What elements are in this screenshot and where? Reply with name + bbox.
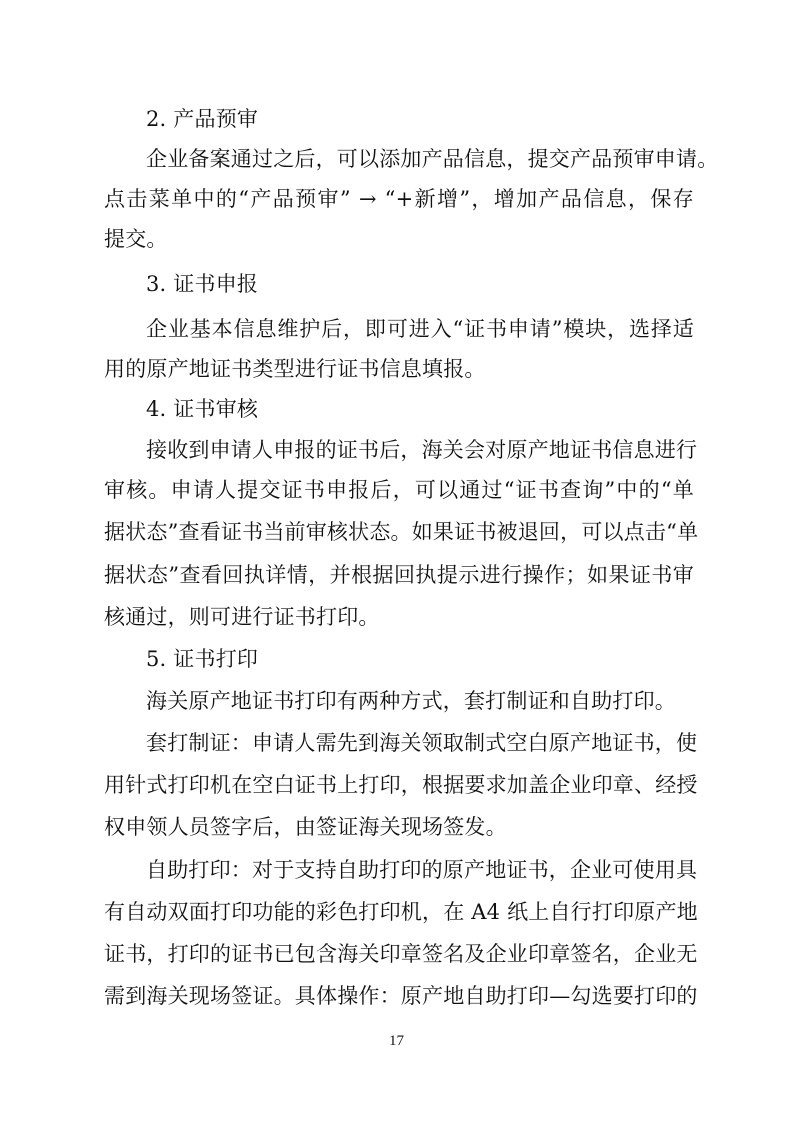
paragraph-line: 提交。	[104, 227, 168, 251]
paragraph-line: 点击菜单中的“产品预审” → “+新增”，增加产品信息，保存	[104, 187, 694, 211]
section-heading-certificate-printing: 5. 证书打印	[146, 647, 259, 671]
paragraph-line: 核通过，则可进行证书打印。	[104, 605, 380, 629]
paragraph-line: 用针式打印机在空白证书上打印，根据要求加盖企业印章、经授	[104, 773, 698, 797]
paragraph-line: 套打制证：申请人需先到海关领取制式空白原产地证书，使	[146, 731, 698, 755]
paragraph-line: 需到海关现场签证。具体操作：原产地自助打印—勾选要打印的	[104, 984, 698, 1008]
paragraph-line: 接收到申请人申报的证书后，海关会对原产地证书信息进行	[146, 438, 698, 462]
paragraph-line: 自助打印：对于支持自助打印的原产地证书，企业可使用具	[146, 858, 698, 882]
paragraph-line: 有自动双面打印功能的彩色打印机，在 A4 纸上自行打印原产地	[104, 900, 698, 924]
paragraph-line: 权申领人员签字后，由签证海关现场签发。	[104, 815, 507, 839]
paragraph-line: 据状态”查看证书当前审核状态。如果证书被退回，可以点击“单	[104, 520, 699, 544]
paragraph-line: 审核。申请人提交证书申报后，可以通过“证书查询”中的“单	[104, 478, 694, 502]
paragraph-line: 据状态”查看回执详情，并根据回执提示进行操作；如果证书审	[104, 563, 694, 587]
paragraph-line: 企业基本信息维护后，即可进入“证书申请”模块，选择适	[146, 317, 694, 341]
paragraph-line: 海关原产地证书打印有两种方式，套打制证和自助打印。	[146, 689, 676, 713]
section-heading-certificate-declaration: 3. 证书申报	[146, 272, 259, 296]
paragraph-line: 证书，打印的证书已包含海关印章签名及企业印章签名，企业无	[104, 942, 698, 966]
section-heading-certificate-review: 4. 证书审核	[146, 397, 259, 421]
section-heading-product-pre-review: 2. 产品预审	[146, 107, 259, 131]
page-number: 17	[389, 1033, 404, 1049]
paragraph-line: 用的原产地证书类型进行证书信息填报。	[104, 357, 486, 381]
paragraph-line: 企业备案通过之后，可以添加产品信息，提交产品预审申请。	[146, 147, 719, 171]
